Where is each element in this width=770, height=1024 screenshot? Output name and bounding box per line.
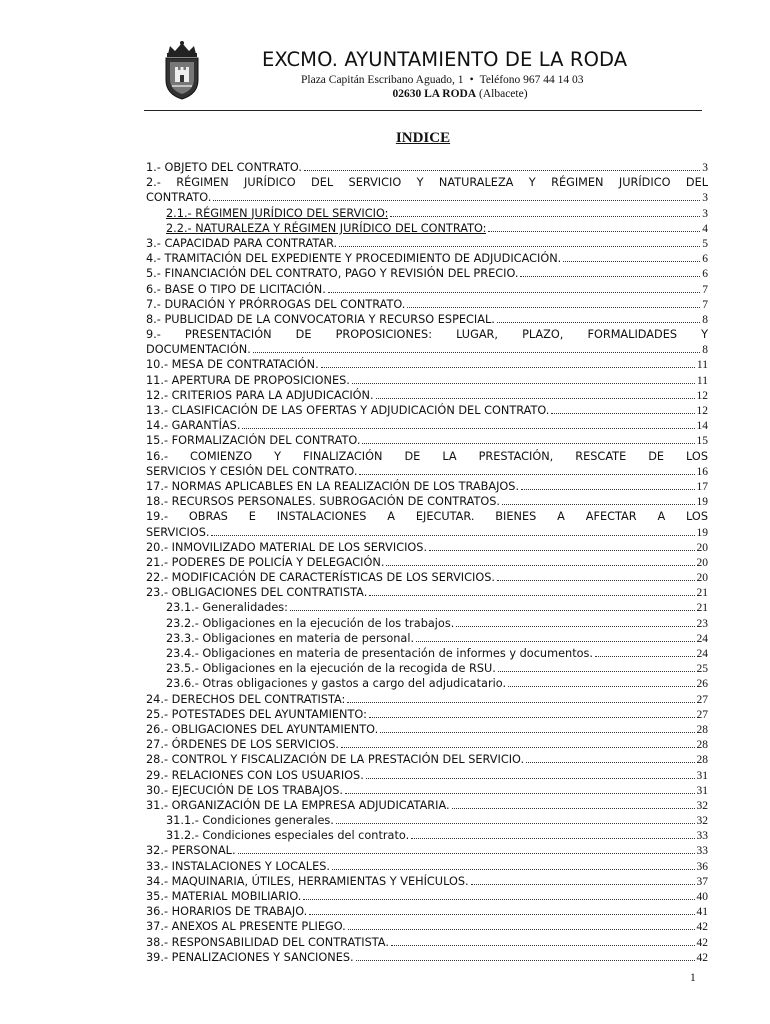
toc-entry-title: 13.- CLASIFICACIÓN DE LAS OFERTAS Y ADJUDICACIÓN DEL CONTRATO. bbox=[146, 404, 550, 417]
toc-entry-title: 33.- INSTALACIONES Y LOCALES. bbox=[146, 859, 330, 873]
toc-page-number: 16 bbox=[696, 465, 708, 478]
header-divider bbox=[144, 110, 702, 111]
dot-leader bbox=[497, 322, 700, 323]
toc-entry-title: 39.- PENALIZACIONES Y SANCIONES. bbox=[146, 950, 354, 964]
province: (Albacete) bbox=[479, 88, 528, 100]
dot-leader bbox=[348, 929, 695, 930]
toc-page-number: 27 bbox=[696, 708, 708, 721]
dot-leader bbox=[456, 626, 694, 627]
toc-subentry[interactable] bbox=[146, 828, 708, 843]
toc-entry-title: 4.- TRAMITACIÓN DEL EXPEDIENTE Y PROCEDIMIENTO DE ADJUDICACIÓN. bbox=[146, 252, 562, 266]
toc-entry-title: 2.1.- RÉGIMEN JURÍDICO DEL SERVICIO: bbox=[166, 206, 389, 220]
toc-entry-title: SERVICIOS. bbox=[146, 525, 210, 539]
toc-entry-title: 15.- FORMALIZACIÓN DEL CONTRATO. bbox=[146, 434, 361, 448]
dot-leader bbox=[347, 702, 694, 703]
toc-entry-title: 12.- CRITERIOS PARA LA ADJUDICACIÓN. bbox=[146, 388, 374, 402]
dot-leader bbox=[369, 595, 694, 596]
index-heading: INDICE bbox=[395, 130, 451, 146]
toc-subentry[interactable] bbox=[146, 813, 708, 828]
toc-page-number: 6 bbox=[702, 268, 708, 281]
dot-leader bbox=[369, 717, 695, 718]
toc-subentry[interactable] bbox=[146, 661, 708, 676]
toc-entry[interactable] bbox=[146, 251, 708, 266]
city-line bbox=[0, 88, 770, 100]
toc-page-number: 8 bbox=[702, 344, 708, 357]
toc-page-number: 25 bbox=[696, 663, 708, 676]
dot-leader bbox=[211, 535, 694, 536]
toc-page-number: 26 bbox=[696, 678, 708, 691]
dot-leader bbox=[356, 960, 695, 961]
toc-entry-title: 29.- RELACIONES CON LOS USUARIOS. bbox=[146, 768, 364, 782]
toc-entry[interactable] bbox=[146, 540, 708, 555]
toc-entry-title: 19.- OBRAS E INSTALACIONES A EJECUTAR. BIENES A AFECTAR A LOS bbox=[146, 510, 708, 524]
toc-page-number: 31 bbox=[696, 784, 708, 797]
letterhead bbox=[0, 0, 770, 115]
toc-page-number: 4 bbox=[702, 222, 708, 235]
dot-leader bbox=[380, 732, 694, 733]
toc-entry[interactable] bbox=[146, 919, 708, 934]
dot-leader bbox=[551, 413, 694, 414]
toc-entry[interactable] bbox=[146, 433, 708, 448]
toc-page-number: 20 bbox=[696, 541, 708, 554]
toc-entry-title: 9.- PRESENTACIÓN DE PROPOSICIONES: LUGAR, PLAZO, FORMALIDADES Y bbox=[146, 328, 708, 342]
toc-entry[interactable] bbox=[146, 494, 708, 509]
dot-leader bbox=[304, 170, 700, 171]
dot-leader bbox=[332, 869, 695, 870]
toc-page-number: 33 bbox=[696, 845, 708, 858]
toc-entry[interactable] bbox=[146, 798, 708, 813]
toc-page-number: 37 bbox=[696, 875, 708, 888]
toc-entry-line bbox=[146, 327, 708, 342]
toc-entry[interactable] bbox=[146, 388, 708, 403]
toc-entry-title: 10.- MESA DE CONTRATACIÓN. bbox=[146, 358, 319, 372]
street-address: Plaza Capitán Escribano Aguado, 1 bbox=[301, 74, 464, 86]
toc-entry[interactable] bbox=[146, 768, 708, 783]
toc-entry-title: SERVICIOS Y CESIÓN DEL CONTRATO. bbox=[146, 464, 358, 478]
toc-page-number: 23 bbox=[696, 617, 708, 630]
dot-leader bbox=[290, 610, 695, 611]
toc-page-number: 11 bbox=[696, 359, 708, 372]
toc-entry[interactable] bbox=[146, 525, 708, 540]
toc-entry[interactable] bbox=[146, 418, 708, 433]
toc-entry[interactable] bbox=[146, 160, 708, 175]
toc-entry[interactable] bbox=[146, 843, 708, 858]
toc-page-number: 7 bbox=[702, 283, 708, 296]
dot-leader bbox=[497, 580, 694, 581]
toc-entry-title: 18.- RECURSOS PERSONALES. SUBROGACIÓN DE CONTRATOS. bbox=[146, 495, 500, 509]
toc-entry[interactable] bbox=[146, 935, 708, 950]
table-of-contents bbox=[146, 160, 708, 965]
dot-leader bbox=[407, 307, 700, 308]
toc-page-number: 5 bbox=[702, 237, 708, 250]
toc-page-number: 12 bbox=[696, 405, 708, 417]
toc-entry[interactable] bbox=[146, 282, 708, 297]
postal-city: 02630 LA RODA bbox=[392, 88, 477, 100]
toc-page-number: 20 bbox=[696, 572, 708, 585]
toc-entry-title: 24.- DERECHOS DEL CONTRATISTA: bbox=[146, 692, 346, 706]
toc-entry[interactable] bbox=[146, 342, 708, 357]
dot-leader bbox=[508, 686, 694, 687]
toc-page-number: 28 bbox=[696, 754, 708, 767]
dot-leader bbox=[345, 793, 694, 794]
toc-page-number: 3 bbox=[702, 162, 708, 174]
dot-leader bbox=[242, 428, 694, 429]
toc-entry-title: 11.- APERTURA DE PROPOSICIONES. bbox=[146, 373, 350, 387]
toc-entry-title: 37.- ANEXOS AL PRESENTE PLIEGO. bbox=[146, 920, 346, 934]
toc-entry-title: 16.- COMIENZO Y FINALIZACIÓN DE LA PRESTACIÓN, RESCATE DE LOS bbox=[146, 449, 708, 463]
toc-entry-title: 5.- FINANCIACIÓN DEL CONTRATO, PAGO Y REVISIÓN DEL PRECIO. bbox=[146, 267, 519, 281]
dot-leader bbox=[366, 778, 695, 779]
toc-page-number: 15 bbox=[696, 435, 708, 448]
toc-entry-line bbox=[146, 509, 708, 524]
toc-entry-title: 22.- MODIFICACIÓN DE CARACTERÍSTICAS DE LOS SERVICIOS. bbox=[146, 571, 496, 585]
toc-page-number: 6 bbox=[702, 253, 708, 266]
toc-entry[interactable] bbox=[146, 889, 708, 904]
toc-page-number: 33 bbox=[696, 830, 708, 843]
toc-entry-title: 17.- NORMAS APLICABLES EN LA REALIZACIÓN DE LOS TRABAJOS. bbox=[146, 479, 520, 493]
page-number: 1 bbox=[690, 972, 696, 984]
toc-entry-title: 23.4.- Obligaciones en materia de presentación de informes y documentos. bbox=[166, 647, 594, 660]
dot-leader bbox=[303, 899, 694, 900]
toc-entry-title: 31.1.- Condiciones generales. bbox=[166, 814, 334, 828]
dot-leader bbox=[498, 671, 695, 672]
dot-leader bbox=[339, 246, 700, 247]
toc-page-number: 11 bbox=[696, 374, 708, 387]
toc-page-number: 19 bbox=[696, 526, 708, 539]
dot-leader bbox=[376, 398, 695, 399]
dot-leader bbox=[321, 367, 695, 368]
toc-entry[interactable] bbox=[146, 859, 708, 874]
dot-leader bbox=[391, 945, 695, 946]
toc-entry[interactable] bbox=[146, 570, 708, 585]
toc-entry-title: 36.- HORARIOS DE TRABAJO. bbox=[146, 905, 308, 919]
organization-title: EXCMO. AYUNTAMIENTO DE LA RODA bbox=[262, 48, 628, 71]
toc-subentry[interactable] bbox=[146, 676, 708, 691]
toc-entry[interactable] bbox=[146, 190, 708, 205]
toc-subentry[interactable] bbox=[146, 646, 708, 661]
toc-entry[interactable] bbox=[146, 752, 708, 767]
toc-entry[interactable] bbox=[146, 950, 708, 965]
toc-page-number: 42 bbox=[696, 951, 708, 964]
toc-entry-title: 31.- ORGANIZACIÓN DE LA EMPRESA ADJUDICATARIA. bbox=[146, 798, 450, 812]
toc-page-number: 32 bbox=[696, 815, 708, 828]
toc-entry-title: 23.5.- Obligaciones en la ejecución de la recogida de RSU. bbox=[166, 662, 496, 676]
toc-page-number: 27 bbox=[696, 693, 708, 706]
toc-entry-title: 23.6.- Otras obligaciones y gastos a cargo del adjudicatario. bbox=[166, 677, 507, 691]
dot-leader bbox=[416, 641, 694, 642]
dot-leader bbox=[520, 276, 700, 277]
dot-leader bbox=[336, 823, 695, 824]
toc-entry[interactable] bbox=[146, 737, 708, 752]
toc-entry-title: 20.- INMOVILIZADO MATERIAL DE LOS SERVICIOS. bbox=[146, 540, 428, 554]
toc-page-number: 40 bbox=[696, 891, 708, 903]
toc-page-number: 21 bbox=[696, 602, 708, 615]
toc-page-number: 24 bbox=[696, 648, 708, 660]
dot-leader bbox=[309, 914, 694, 915]
toc-entry[interactable] bbox=[146, 403, 708, 418]
dot-leader bbox=[253, 352, 700, 353]
toc-entry-title: 21.- PODERES DE POLICÍA Y DELEGACIÓN. bbox=[146, 555, 385, 569]
toc-entry[interactable] bbox=[146, 707, 708, 722]
toc-entry[interactable] bbox=[146, 373, 708, 388]
toc-entry-title: 35.- MATERIAL MOBILIARIO. bbox=[146, 890, 302, 903]
toc-entry-title: 23.3.- Obligaciones en materia de personal. bbox=[166, 631, 415, 645]
toc-entry-title: 34.- MAQUINARIA, ÚTILES, HERRAMIENTAS Y VEHÍCULOS. bbox=[146, 874, 469, 888]
toc-entry-title: 38.- RESPONSABILIDAD DEL CONTRATISTA. bbox=[146, 935, 389, 949]
toc-entry-title: 31.2.- Condiciones especiales del contrato. bbox=[166, 829, 410, 843]
phone-number: Teléfono 967 44 14 03 bbox=[479, 74, 584, 86]
dot-leader bbox=[488, 231, 700, 232]
toc-page-number: 8 bbox=[702, 313, 708, 326]
toc-subentry[interactable] bbox=[146, 616, 708, 631]
toc-page-number: 41 bbox=[696, 906, 708, 919]
toc-page-number: 7 bbox=[702, 298, 708, 311]
toc-entry[interactable] bbox=[146, 236, 708, 251]
toc-entry[interactable] bbox=[146, 297, 708, 312]
toc-page-number: 19 bbox=[696, 496, 708, 509]
toc-subentry[interactable] bbox=[146, 631, 708, 646]
toc-entry-title: 27.- ÓRDENES DE LOS SERVICIOS. bbox=[146, 738, 340, 752]
dot-leader bbox=[359, 474, 694, 475]
toc-entry-title: DOCUMENTACIÓN. bbox=[146, 343, 251, 357]
toc-entry-title: CONTRATO. bbox=[146, 191, 212, 205]
dot-leader bbox=[502, 504, 695, 505]
toc-page-number: 24 bbox=[696, 632, 708, 645]
toc-subentry[interactable] bbox=[146, 600, 708, 615]
dot-leader bbox=[471, 884, 695, 885]
toc-entry-title: 1.- OBJETO DEL CONTRATO. bbox=[146, 161, 302, 174]
toc-entry-title: 32.- PERSONAL. bbox=[146, 844, 236, 858]
toc-page-number: 3 bbox=[702, 192, 708, 205]
dot-leader bbox=[452, 808, 695, 809]
toc-entry-title: 14.- GARANTÍAS. bbox=[146, 419, 241, 433]
dot-leader bbox=[521, 489, 694, 490]
dot-leader bbox=[213, 200, 700, 201]
dot-leader bbox=[429, 550, 694, 551]
toc-entry[interactable] bbox=[146, 464, 708, 479]
toc-entry[interactable] bbox=[146, 585, 708, 600]
toc-page-number: 12 bbox=[696, 389, 708, 402]
toc-entry-title: 26.- OBLIGACIONES DEL AYUNTAMIENTO. bbox=[146, 722, 379, 736]
toc-page-number: 20 bbox=[696, 556, 708, 569]
dot-leader bbox=[526, 762, 694, 763]
toc-entry-title: 2.2.- NATURALEZA Y RÉGIMEN JURÍDICO DEL CONTRATO: bbox=[166, 221, 487, 235]
toc-entry-title: 7.- DURACIÓN Y PRÓRROGAS DEL CONTRATO. bbox=[146, 297, 406, 311]
toc-page-number: 31 bbox=[696, 769, 708, 782]
dot-leader bbox=[386, 565, 694, 566]
toc-entry[interactable] bbox=[146, 692, 708, 707]
toc-subentry[interactable] bbox=[146, 221, 708, 236]
toc-page-number: 32 bbox=[696, 799, 708, 812]
toc-entry-title: 23.1.- Generalidades: bbox=[166, 601, 288, 615]
toc-entry-title: 25.- POTESTADES DEL AYUNTAMIENTO: bbox=[146, 707, 367, 721]
toc-page-number: 14 bbox=[696, 420, 708, 433]
toc-entry-line bbox=[146, 175, 708, 190]
toc-entry[interactable] bbox=[146, 874, 708, 889]
toc-entry-title: 28.- CONTROL Y FISCALIZACIÓN DE LA PRESTACIÓN DEL SERVICIO. bbox=[146, 753, 525, 767]
toc-entry-title: 23.2.- Obligaciones en la ejecución de los trabajos. bbox=[166, 616, 455, 630]
toc-entry[interactable] bbox=[146, 555, 708, 570]
toc-entry[interactable] bbox=[146, 479, 708, 494]
toc-entry-title: 23.- OBLIGACIONES DEL CONTRATISTA. bbox=[146, 586, 368, 600]
toc-page-number: 21 bbox=[696, 587, 708, 600]
toc-entry[interactable] bbox=[146, 722, 708, 737]
dot-leader bbox=[563, 261, 700, 262]
toc-entry[interactable] bbox=[146, 312, 708, 327]
toc-entry[interactable] bbox=[146, 783, 708, 798]
toc-entry[interactable] bbox=[146, 357, 708, 372]
toc-entry-title: 8.- PUBLICIDAD DE LA CONVOCATORIA Y RECURSO ESPECIAL. bbox=[146, 312, 495, 326]
dot-leader bbox=[238, 853, 695, 854]
toc-entry[interactable] bbox=[146, 904, 708, 919]
toc-page-number: 36 bbox=[696, 860, 708, 873]
bullet-separator: • bbox=[469, 74, 474, 86]
toc-subentry[interactable] bbox=[146, 206, 708, 221]
toc-page-number: 17 bbox=[696, 480, 708, 493]
toc-entry-title: 30.- EJECUCIÓN DE LOS TRABAJOS. bbox=[146, 783, 344, 797]
address-line bbox=[301, 74, 584, 86]
dot-leader bbox=[352, 383, 695, 384]
toc-entry-line bbox=[146, 449, 708, 464]
toc-page-number: 28 bbox=[696, 723, 708, 736]
toc-entry-title: 6.- BASE O TIPO DE LICITACIÓN. bbox=[146, 282, 326, 296]
toc-entry[interactable] bbox=[146, 266, 708, 281]
toc-entry-title: 3.- CAPACIDAD PARA CONTRATAR. bbox=[146, 236, 338, 250]
dot-leader bbox=[390, 216, 700, 217]
toc-page-number: 3 bbox=[702, 207, 708, 220]
dot-leader bbox=[328, 292, 700, 293]
dot-leader bbox=[411, 838, 694, 839]
toc-page-number: 42 bbox=[696, 921, 708, 934]
dot-leader bbox=[362, 443, 694, 444]
dot-leader bbox=[595, 656, 694, 657]
toc-page-number: 42 bbox=[696, 936, 708, 949]
toc-page-number: 28 bbox=[696, 739, 708, 752]
toc-entry-title: 2.- RÉGIMEN JURÍDICO DEL SERVICIO Y NATURALEZA Y RÉGIMEN JURÍDICO DEL bbox=[146, 176, 708, 190]
dot-leader bbox=[341, 747, 694, 748]
